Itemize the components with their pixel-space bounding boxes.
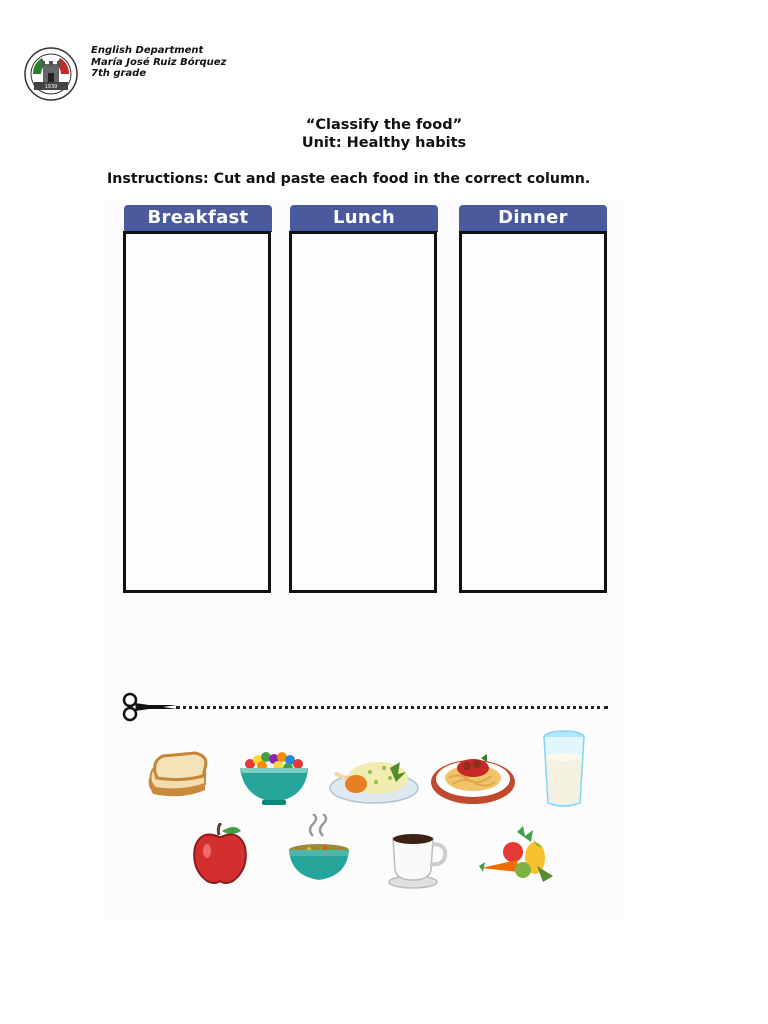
toast-bread-icon [143,748,213,803]
cereal-bowl-icon [236,748,312,808]
worksheet-title: “Classify the food” [305,117,463,133]
column-dinner [459,231,607,593]
spaghetti-plate-icon [429,746,517,808]
vegetables-icon [477,826,555,886]
svg-text:1939: 1939 [44,84,58,90]
column-header-lunch: Lunch [290,205,438,231]
column-header-breakfast: Breakfast [124,205,272,231]
column-breakfast [123,231,271,593]
column-header-dinner: Dinner [459,205,607,231]
school-logo [24,47,78,101]
scissors-icon [121,692,181,722]
unit-title: Unit: Healthy habits [301,135,467,151]
grade-label: 7th grade [91,68,147,79]
header-info [91,45,226,80]
teacher-name: María José Ruiz Bórquez [91,56,227,68]
coffee-cup-icon [387,830,449,890]
soup-bowl-icon [287,814,351,886]
chicken-rice-plate-icon [328,750,420,806]
cut-line [176,706,608,709]
apple-icon [191,823,249,885]
milk-glass-icon [541,729,587,809]
department-label: English Department [91,45,204,56]
column-lunch [289,231,437,593]
instructions-text: Instructions: Cut and paste each food in the correct column. [107,171,591,187]
